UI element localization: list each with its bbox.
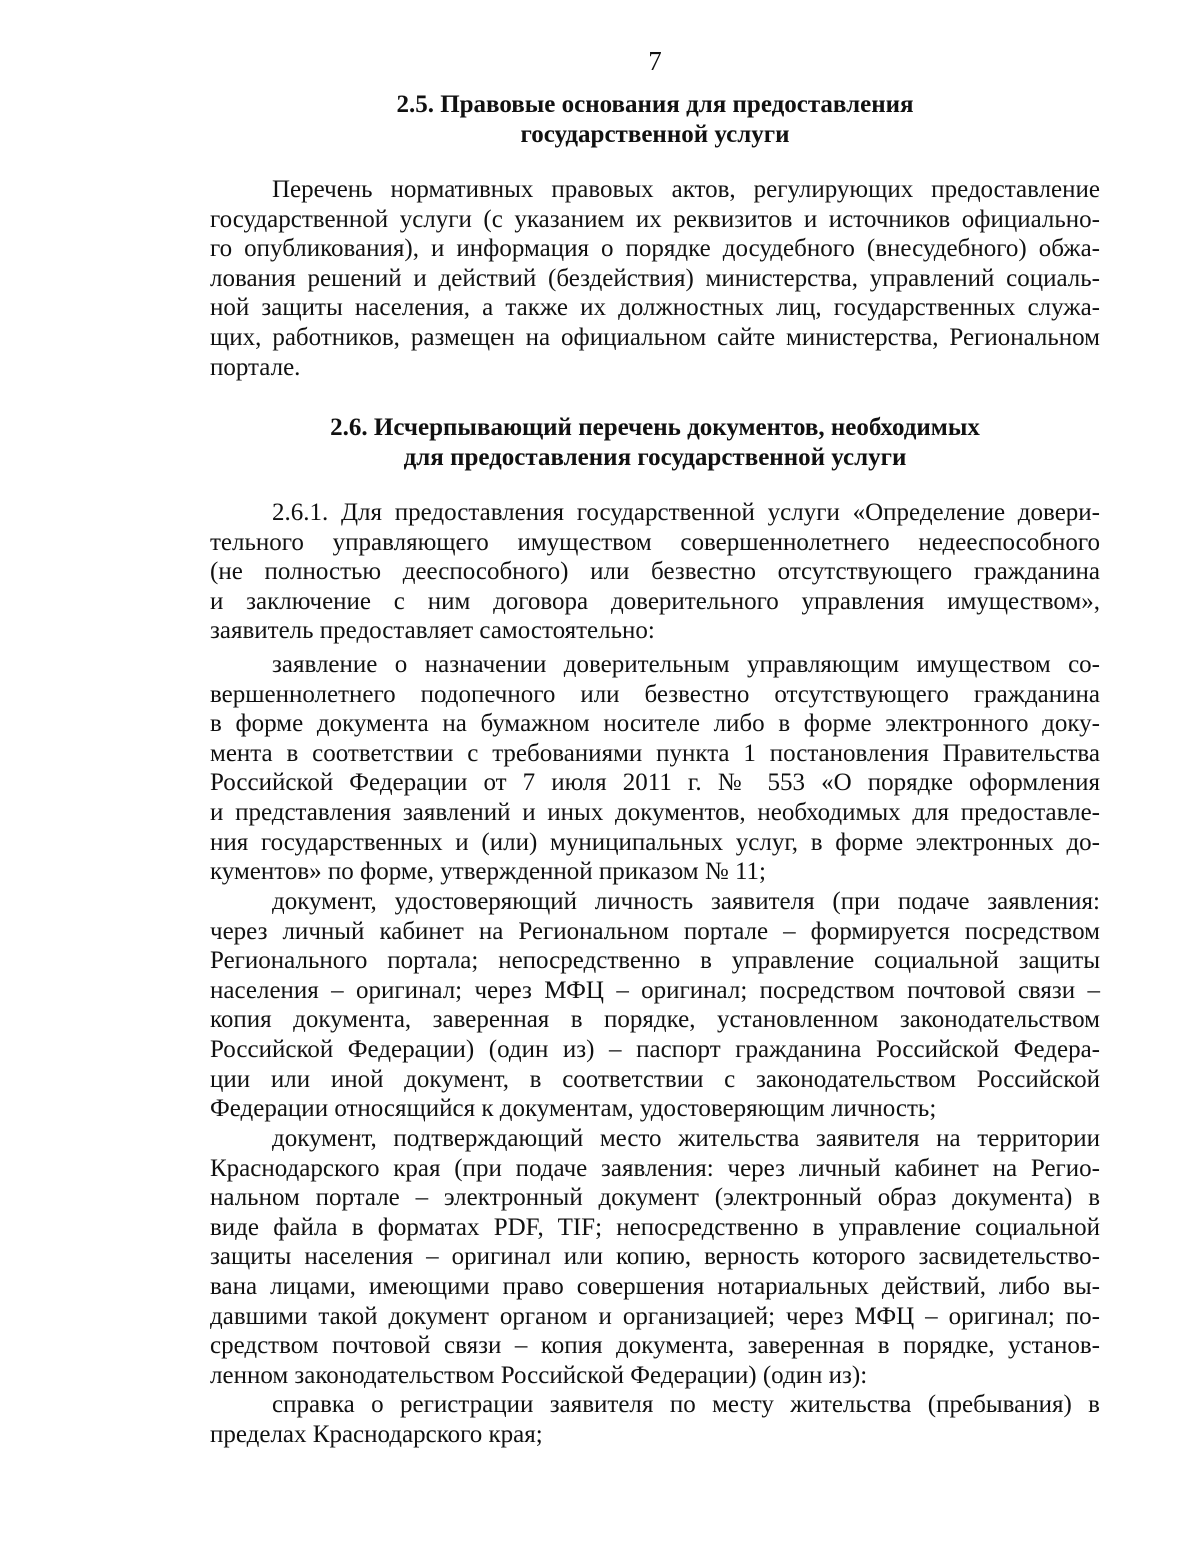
- section-2-5-title-line: государственной услуги: [520, 121, 790, 148]
- text-line: Перечень нормативных правовых актов, регулирующих предоставление: [272, 176, 1100, 203]
- text-line: тельного управляющего имуществом совершеннолетнего недееспособного: [210, 528, 1100, 556]
- text-line: государственной услуги (с указанием их реквизитов и источников официально-: [210, 205, 1100, 233]
- text-line: и заключение с ним договора доверительного управления имуществом»,: [210, 587, 1100, 615]
- paragraph-application: [210, 650, 1100, 887]
- text-line: заявитель предоставляет самостоятельно:: [210, 617, 655, 645]
- paragraph-registration-certificate: [210, 1390, 1100, 1449]
- paragraph-2-6-1: [210, 498, 1100, 646]
- text-line: ния государственных и (или) муниципальных услуг, в форме электронных до-: [210, 828, 1100, 856]
- text-line: документ, удостоверяющий личность заявителя (при подаче заявления:: [272, 888, 1100, 915]
- text-line: вершеннолетнего подопечного или безвестно отсутствующего гражданина: [210, 680, 1100, 708]
- paragraph-identity-document: [210, 887, 1100, 1124]
- text-line: лования решений и действий (бездействия) министерства, управлений социаль-: [210, 264, 1100, 292]
- text-line: (не полностью дееспособного) или безвестно отсутствующего гражданина: [210, 558, 1100, 586]
- text-line: Российской Федерации от 7 июля 2011 г. № 553 «О порядке оформления: [210, 769, 1100, 797]
- text-line: Краснодарского края (при подаче заявления: через личный кабинет на Регио-: [210, 1154, 1100, 1182]
- page-number: 7: [648, 46, 662, 76]
- section-2-5-title: [0, 90, 1200, 150]
- text-line: ции или иной документ, в соответствии с законодательством Российской: [210, 1065, 1100, 1093]
- text-line: виде файла в форматах PDF, TIF; непосредственно в управление социальной: [210, 1213, 1100, 1241]
- text-line: Регионального портала; непосредственно в управление социальной защиты: [210, 947, 1100, 975]
- text-line: го опубликования), и информация о порядке досудебного (внесудебного) обжа-: [210, 235, 1100, 263]
- text-line: нальном портале – электронный документ (электронный образ документа) в: [210, 1184, 1100, 1212]
- text-line: 2.6.1. Для предоставления государственной услуги «Определение довери-: [272, 499, 1100, 526]
- text-line: документ, подтверждающий место жительства заявителя на территории: [272, 1125, 1100, 1152]
- section-2-5-title-line: 2.5. Правовые основания для предоставления: [396, 91, 914, 118]
- text-line: вана лицами, имеющими право совершения нотариальных действий, либо вы-: [210, 1272, 1100, 1300]
- section-2-6-title-line: для предоставления государственной услуги: [403, 444, 907, 471]
- text-line: защиты населения – оригинал или копию, верность которого засвидетельство-: [210, 1243, 1100, 1271]
- text-line: и представления заявлений и иных документов, необходимых для предоставле-: [210, 798, 1100, 826]
- text-line: Российской Федерации) (один из) – паспорт гражданина Российской Федера-: [210, 1035, 1100, 1063]
- text-line: Федерации относящийся к документам, удостоверяющим личность;: [210, 1095, 937, 1123]
- paragraph-residence-document: [210, 1124, 1100, 1390]
- text-line: щих, работников, размещен на официальном сайте министерства, Региональном: [210, 323, 1100, 351]
- text-line: пределах Краснодарского края;: [210, 1420, 543, 1448]
- text-line: в форме документа на бумажном носителе либо в форме электронного доку-: [210, 710, 1100, 738]
- section-2-6-title: [0, 413, 1200, 473]
- text-line: через личный кабинет на Региональном портале – формируется посредством: [210, 917, 1100, 945]
- text-line: ной защиты населения, а также их должностных лиц, государственных служа-: [210, 294, 1100, 322]
- text-line: справка о регистрации заявителя по месту жительства (пребывания) в: [272, 1391, 1100, 1418]
- text-line: населения – оригинал; через МФЦ – оригинал; посредством почтовой связи –: [210, 976, 1100, 1004]
- text-line: средством почтовой связи – копия документа, заверенная в порядке, установ-: [210, 1332, 1100, 1360]
- text-line: давшими такой документ органом и организацией; через МФЦ – оригинал; по-: [210, 1302, 1100, 1330]
- text-line: заявление о назначении доверительным управляющим имуществом со-: [272, 651, 1100, 678]
- text-line: копия документа, заверенная в порядке, установленном законодательством: [210, 1006, 1100, 1034]
- text-line: портале.: [210, 353, 301, 381]
- text-line: кументов» по форме, утвержденной приказом № 11;: [210, 858, 766, 886]
- section-2-6-title-line: 2.6. Исчерпывающий перечень документов, необходимых: [330, 414, 980, 441]
- text-line: ленном законодательством Российской Федерации) (один из):: [210, 1361, 868, 1389]
- section-2-5-paragraph: [210, 175, 1100, 382]
- text-line: мента в соответствии с требованиями пункта 1 постановления Правительства: [210, 739, 1100, 767]
